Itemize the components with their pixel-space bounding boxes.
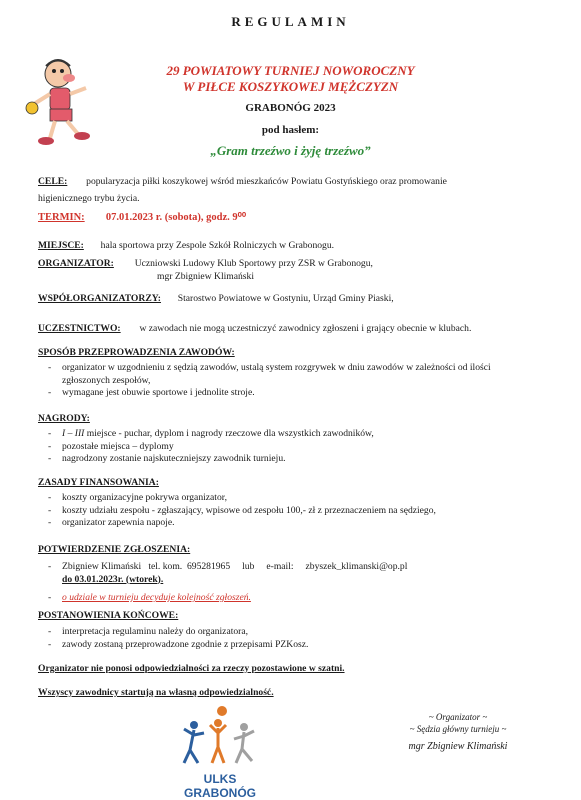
finanse-item3: organizator zapewnia napoje. xyxy=(62,517,175,528)
logo-text: ULKS GRABONÓG xyxy=(184,772,256,800)
list-item: - zawody zostaną przeprowadzone zgodnie z przepisami PZKosz. xyxy=(48,638,309,650)
termin-label: TERMIN: xyxy=(38,212,85,223)
list-item: - koszty organizacyjne pokrywa organizator, xyxy=(48,492,227,503)
termin-section xyxy=(38,211,246,224)
list-item: - interpretacja regulaminu należy do organizatora, xyxy=(48,626,249,637)
players-logo-icon xyxy=(172,705,268,765)
nagrody-item1: miejsce - puchar, dyplom i nagrody rzeczowe dla wszystkich zawodników, xyxy=(86,428,374,439)
organizator-section xyxy=(38,257,373,270)
list-item: - Zbigniew Klimański tel. kom. 695281965 lub e-mail: zbyszek_klimanski@op.pl xyxy=(48,561,408,572)
finanse-label: ZASADY FINANSOWANIA: xyxy=(38,477,159,488)
postanowienia-item2: zawody zostaną przeprowadzone zgodnie z przepisami PZKosz. xyxy=(62,638,309,650)
location-year: GRABONÓG 2023 xyxy=(245,102,336,114)
list-item: - wymagane jest obuwie sportowe i jednolite stroje. xyxy=(48,387,255,398)
miejsce-label: MIEJSCE: xyxy=(38,240,84,251)
motto-label: pod hasłem: xyxy=(261,124,320,136)
wspolorganizatorzy-section xyxy=(38,292,394,305)
sposob-item1-cont: zgłoszonych zespołów, xyxy=(62,374,151,386)
sposob-label: SPOSÓB PRZEPROWADZENIA ZAWODÓW: xyxy=(38,347,235,358)
list-item: - I – III miejsce - puchar, dyplom i nagrody rzeczowe dla wszystkich zawodników, xyxy=(48,428,374,439)
footer-note1: Organizator nie ponosi odpowiedzialności za rzeczy pozostawione w szatni. xyxy=(38,663,345,674)
cele-text2: higienicznego trybu życia. xyxy=(38,193,140,204)
finanse-item1: koszty organizacyjne pokrywa organizator, xyxy=(62,492,227,503)
tournament-name-line2: W PIŁCE KOSZYKOWEJ MĘŻCZYZN xyxy=(182,79,399,94)
termin-value: 07.01.2023 r. (sobota), godz. 9⁰⁰ xyxy=(105,212,247,223)
cele-text1: popularyzacja piłki koszykowej wśród mieszkańców Powiatu Gostyńskiego oraz promowanie xyxy=(86,176,447,187)
postanowienia-list xyxy=(48,626,548,651)
list-item: - pozostałe miejsca – dyplomy xyxy=(48,440,174,452)
organizator-line1: Uczniowski Ludowy Klub Sportowy przy ZSR w Grabonogu, xyxy=(134,258,373,269)
tournament-name-line1: 29 POWIATOWY TURNIEJ NOWOROCZNY xyxy=(166,63,415,78)
organizator-label: ORGANIZATOR: xyxy=(38,258,114,269)
zgloszenie-label: POTWIERDZENIE ZGŁOSZENIA: xyxy=(38,544,191,555)
sposob-list xyxy=(48,362,548,400)
document-title: REGULAMIN xyxy=(231,14,350,29)
ulks-grabonog-logo xyxy=(172,705,268,800)
nagrody-list xyxy=(48,428,548,466)
footer-note2: Wszyscy zawodnicy startują na własną odpowiedzialność. xyxy=(38,687,274,698)
list-item: - koszty udziału zespołu - zgłaszający, wpisowe od zespołu 100,- zł z przeznaczeniem na sędziego, xyxy=(48,504,436,516)
finanse-list xyxy=(48,492,568,530)
miejsce-value: hala sportowa przy Zespole Szkół Rolniczych w Grabonogu. xyxy=(100,240,335,251)
signature-title: ~ Organizator ~ xyxy=(428,712,488,722)
uczestnictwo-section xyxy=(38,322,471,335)
nagrody-places: I – III xyxy=(62,428,85,439)
list-item xyxy=(48,375,548,388)
postanowienia-item1: interpretacja regulaminu należy do organizatora, xyxy=(62,626,249,637)
list-item: - organizator zapewnia napoje. xyxy=(48,517,175,528)
list-item: - organizator w uzgodnieniu z sędzią zawodów, ustalą system rozgrywek w dniu zawodów w zależności od ilości xyxy=(48,362,491,373)
list-item: - nagrodzony zostanie najskuteczniejszy zawodnik turnieju. xyxy=(48,453,286,464)
organizator-line2: mgr Zbigniew Klimański xyxy=(157,271,254,282)
finanse-item2: koszty udziału zespołu - zgłaszający, wpisowe od zespołu 100,- zł z przeznaczeniem na sędziego, xyxy=(62,504,436,516)
zgloszenie-list xyxy=(48,561,568,586)
wspolorganizatorzy-value: Starostwo Powiatowe w Gostyniu, Urząd Gminy Piaski, xyxy=(177,293,394,304)
zgloszenie-note: o udziale w turnieju decyduje kolejność zgłoszeń. xyxy=(62,592,251,603)
cele-label: CELE: xyxy=(38,176,68,187)
nagrody-item3: nagrodzony zostanie najskuteczniejszy zawodnik turnieju. xyxy=(62,453,286,464)
signature-name: mgr Zbigniew Klimański xyxy=(408,741,508,752)
list-item xyxy=(48,574,568,587)
zgloszenie-deadline: do 03.01.2023r. (wtorek). xyxy=(62,573,164,585)
zgloszenie-contact: Zbigniew Klimański tel. kom. 695281965 lub e-mail: zbyszek_klimanski@op.pl xyxy=(62,561,408,572)
motto: „Gram trzeźwo i żyję trzeźwo” xyxy=(210,143,371,158)
cele-section xyxy=(38,175,447,188)
postanowienia-label: POSTANOWIENIA KOŃCOWE: xyxy=(38,610,179,621)
miejsce-section xyxy=(38,239,334,252)
nagrody-item2: pozostałe miejsca – dyplomy xyxy=(62,440,174,452)
signature-role: ~ Sędzia główny turnieju ~ xyxy=(409,724,507,734)
sposob-item2: wymagane jest obuwie sportowe i jednolite stroje. xyxy=(62,387,255,398)
zgloszenie-note-row: - o udziale w turnieju decyduje kolejność zgłoszeń. xyxy=(48,592,251,603)
nagrody-label: NAGRODY: xyxy=(38,413,90,424)
uczestnictwo-value: w zawodach nie mogą uczestniczyć zawodnicy zgłoszeni i grający obecnie w klubach. xyxy=(139,323,472,334)
sposob-item1: organizator w uzgodnieniu z sędzią zawodów, ustalą system rozgrywek w dniu zawodów w zależności od ilości xyxy=(62,362,491,373)
uczestnictwo-label: UCZESTNICTWO: xyxy=(38,323,121,334)
wspolorganizatorzy-label: WSPÓŁORGANIZATORZY: xyxy=(38,293,161,304)
